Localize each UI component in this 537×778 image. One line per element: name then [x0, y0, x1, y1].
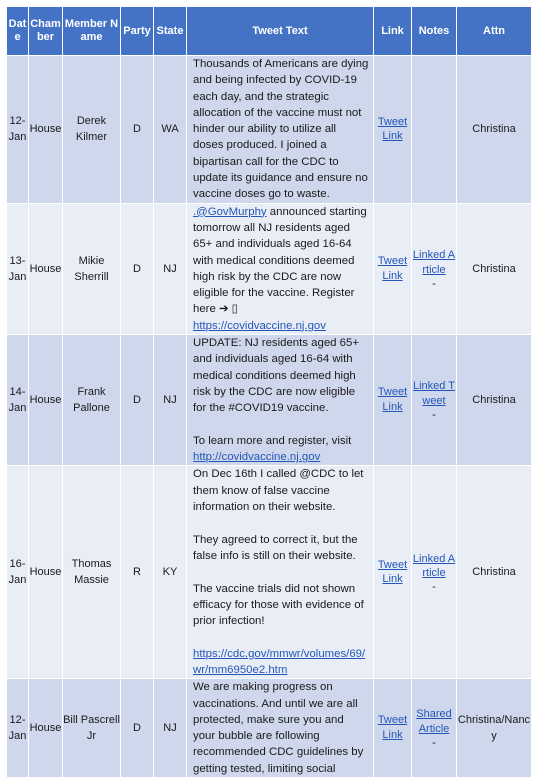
- header-link: Link: [374, 7, 412, 56]
- header-party: Party: [121, 7, 154, 56]
- link-cell: [374, 679, 412, 778]
- header-date: Date: [7, 7, 29, 56]
- tweet-link[interactable]: Tweet Link: [377, 714, 408, 741]
- tweet-link[interactable]: Tweet Link: [377, 558, 408, 586]
- chamber-cell: House: [29, 56, 63, 204]
- state-cell: WA: [154, 56, 187, 204]
- link-cell: [374, 56, 412, 204]
- date-cell: 12-Jan: [7, 679, 29, 778]
- notes-cell: [412, 466, 457, 679]
- chamber-cell: House: [29, 679, 63, 778]
- header-member-name: Member Name: [63, 7, 121, 56]
- attn-cell: Christina: [457, 466, 532, 679]
- notes-cell: [412, 679, 457, 778]
- state-cell: NJ: [154, 679, 187, 778]
- attn-cell: Christina: [457, 335, 532, 466]
- attn-cell: Christina: [457, 56, 532, 204]
- member-cell: Mikie Sherrill: [63, 203, 121, 334]
- notes-cell: [412, 56, 457, 204]
- notes-dash: -: [432, 277, 436, 290]
- member-cell: Derek Kilmer: [63, 56, 121, 204]
- attn-cell: Christina/Nancy: [457, 679, 532, 778]
- notes-cell: [412, 335, 457, 466]
- header-tweet-text: Tweet Text: [187, 7, 374, 56]
- chamber-cell: House: [29, 203, 63, 334]
- party-cell: D: [121, 56, 154, 204]
- tweet-url-link[interactable]: https://covidvaccine.nj.gov: [193, 319, 326, 332]
- tweet-text-cell: On Dec 16th I called @CDC to let them know of false vaccine information on their website. They agreed to correct it, but the false info is still on their website. The vaccine trials did not shown efficacy for those with evidence of prior infection! https://cdc.gov/mmwr/volumes/69/wr/mm6950e2.htm: [187, 466, 374, 679]
- date-cell: 16-Jan: [7, 466, 29, 679]
- header-state: State: [154, 7, 187, 56]
- attn-cell: Christina: [457, 203, 532, 334]
- notes-dash: -: [432, 581, 436, 594]
- member-cell: Frank Pallone: [63, 335, 121, 466]
- tweet-text-cell: We are making progress on vaccinations. And until we are all protected, make sure you and your bubble are following recommended CDC guidelines by getting tested, limiting social: [187, 679, 374, 778]
- date-cell: 14-Jan: [7, 335, 29, 466]
- link-cell: [374, 466, 412, 679]
- link-cell: [374, 335, 412, 466]
- table-row: [7, 679, 532, 778]
- tweet-url-link[interactable]: http://covidvaccine.nj.gov: [193, 451, 321, 464]
- table-row: [7, 203, 532, 334]
- notes-link[interactable]: Linked Article: [412, 249, 456, 276]
- mention-link[interactable]: .@GovMurphy: [193, 205, 267, 218]
- tweet-text-cell: UPDATE: NJ residents aged 65+ and individuals aged 16-64 with medical conditions deemed high risk by the CDC are now eligible for the #COVID19 vaccine. To learn more and register, visit http://covidvaccine.nj.gov: [187, 335, 374, 466]
- notes-link[interactable]: Linked Article: [412, 552, 456, 580]
- notes-dash: -: [432, 408, 436, 421]
- tweets-table: [6, 6, 532, 778]
- party-cell: D: [121, 679, 154, 778]
- state-cell: NJ: [154, 335, 187, 466]
- chamber-cell: House: [29, 335, 63, 466]
- party-cell: R: [121, 466, 154, 679]
- tweet-text-cell: .@GovMurphy announced starting tomorrow all NJ residents aged 65+ and individuals aged 16-64 with medical conditions deemed high risk by the CDC are now eligible for the vaccine. Register here ➔ ▯ https://covidvaccine.nj.gov: [187, 203, 374, 334]
- party-cell: D: [121, 335, 154, 466]
- chamber-cell: House: [29, 466, 63, 679]
- tweet-text-cell: Thousands of Americans are dying and being infected by COVID-19 each day, and the strategic allocation of the vaccine must not hinder our ability to utilize all doses produced. I joined a bipartisan call for the CDC to update its guidance and ensure no vaccine doses go to waste.: [187, 56, 374, 204]
- notes-dash: -: [432, 736, 436, 749]
- party-cell: D: [121, 203, 154, 334]
- table-row: [7, 335, 532, 466]
- notes-link[interactable]: Shared Article: [416, 708, 452, 735]
- table-header-row: [7, 7, 532, 56]
- header-chamber: Chamber: [29, 7, 63, 56]
- tweet-link[interactable]: Tweet Link: [377, 255, 408, 282]
- member-cell: Bill Pascrell Jr: [63, 679, 121, 778]
- notes-cell: [412, 203, 457, 334]
- table-row: [7, 466, 532, 679]
- header-notes: Notes: [412, 7, 457, 56]
- link-cell: [374, 203, 412, 334]
- notes-link[interactable]: Linked Tweet: [413, 380, 455, 407]
- tweet-url-link[interactable]: https://cdc.gov/mmwr/volumes/69/wr/mm6950e2.htm: [193, 647, 366, 676]
- date-cell: 13-Jan: [7, 203, 29, 334]
- tweet-link[interactable]: Tweet Link: [377, 115, 408, 143]
- table-row: [7, 56, 532, 204]
- state-cell: NJ: [154, 203, 187, 334]
- header-attn: Attn: [457, 7, 532, 56]
- member-cell: Thomas Massie: [63, 466, 121, 679]
- tweet-link[interactable]: Tweet Link: [377, 386, 408, 413]
- state-cell: KY: [154, 466, 187, 679]
- date-cell: 12-Jan: [7, 56, 29, 204]
